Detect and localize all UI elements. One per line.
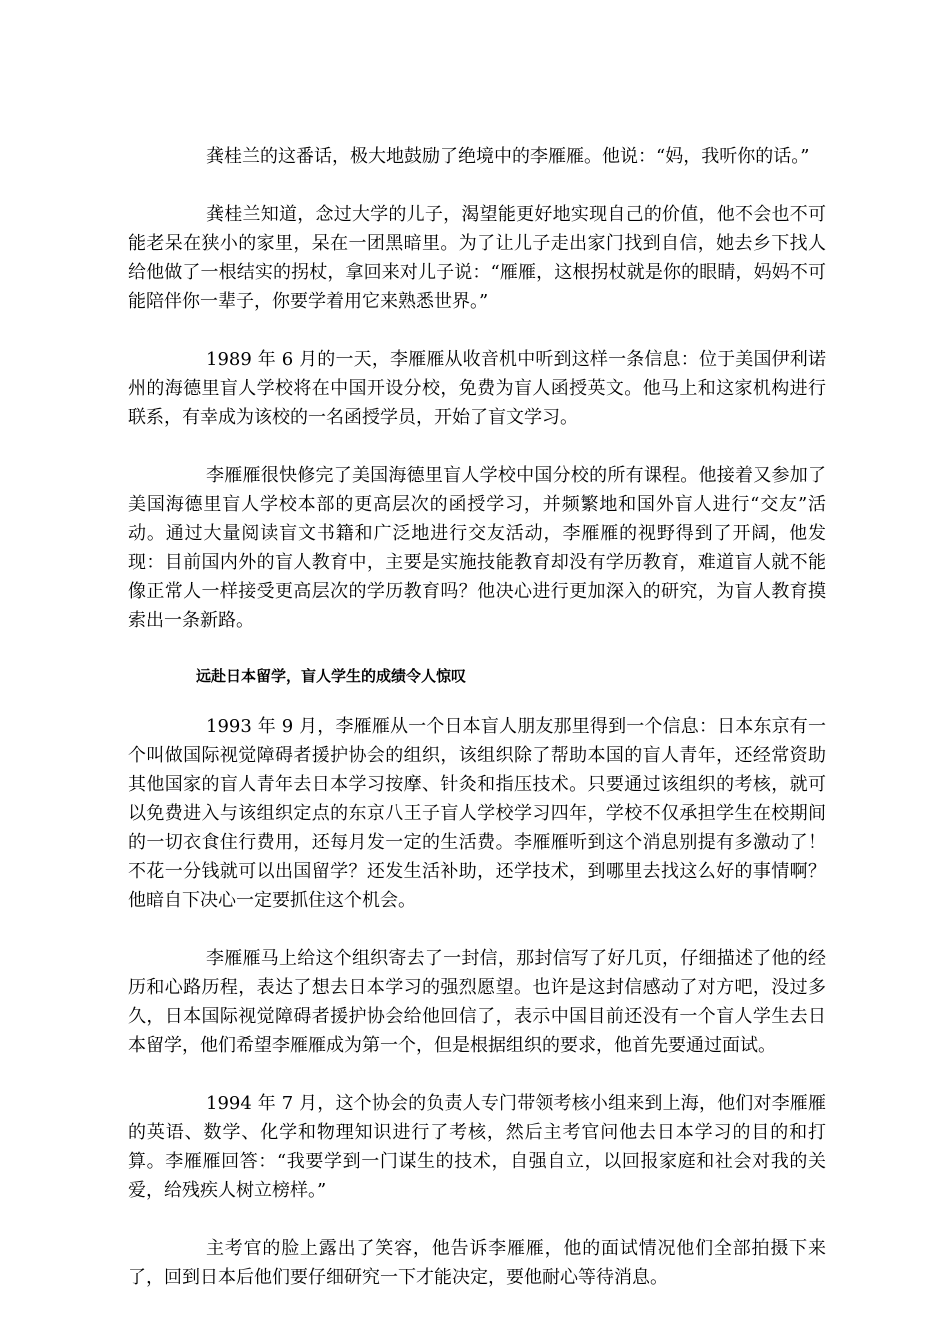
paragraph-5: 1993 年 9 月，李雁雁从一个日本盲人朋友那里得到一个信息：日本东京有一个叫做国际视觉障碍者援护协会的组织，该组织除了帮助本国的盲人青年，还经常资助其他国家的盲人青年去日本学习按摩、针灸和指压技术。只要通过该组织的考核，就可以免费进入与该组织定点的东京八王子盲人学校学习四年，学校不仅承担学生在校期间的一切衣食住行费用，还每月发一定的生活费。李雁雁听到这个消息别提有多激动了！不花一分钱就可以出国留学？还发生活补助，还学技术，到哪里去找这么好的事情啊？他暗自下决心一定要抓住这个机会。 bbox=[128, 716, 826, 911]
section-heading: 远赴日本留学，盲人学生的成绩令人惊叹 bbox=[196, 667, 467, 685]
paragraph-1: 龚桂兰的这番话，极大地鼓励了绝境中的李雁雁。他说：“妈，我听你的话。” bbox=[206, 146, 810, 167]
paragraph-6: 李雁雁马上给这个组织寄去了一封信，那封信写了好几页，仔细描述了他的经历和心路历程，表达了想去日本学习的强烈愿望。也许是这封信感动了对方吧，没过多久，日本国际视觉障碍者援护协会给他回信了，表示中国目前还没有一个盲人学生去日本留学，他们希望李雁雁成为第一个，但是根据组织的要求，他首先要通过面试。 bbox=[128, 948, 826, 1056]
paragraph-4: 李雁雁很快修完了美国海德里盲人学校中国分校的所有课程。他接着又参加了美国海德里盲人学校本部的更高层次的函授学习，并频繁地和国外盲人进行“交友”活动。通过大量阅读盲文书籍和广泛地进行交友活动，李雁雁的视野得到了开阔，他发现：目前国内外的盲人教育中，主要是实施技能教育却没有学历教育，难道盲人就不能像正常人一样接受更高层次的学历教育吗？他决心进行更加深入的研究，为盲人教育摸索出一条新路。 bbox=[128, 465, 826, 631]
paragraph-8: 主考官的脸上露出了笑容，他告诉李雁雁，他的面试情况他们全部拍摄下来了，回到日本后他们要仔细研究一下才能决定，要他耐心等待消息。 bbox=[128, 1238, 826, 1288]
article-body bbox=[128, 142, 826, 1321]
paragraph-3: 1989 年 6 月的一天，李雁雁从收音机中听到这样一条信息：位于美国伊利诺州的海德里盲人学校将在中国开设分校，免费为盲人函授英文。他马上和这家机构进行联系，有幸成为该校的一名函授学员，开始了盲文学习。 bbox=[128, 349, 826, 428]
paragraph-7: 1994 年 7 月，这个协会的负责人专门带领考核小组来到上海，他们对李雁雁的英语、数学、化学和物理知识进行了考核，然后主考官问他去日本学习的目的和打算。李雁雁回答：“我要学到一门谋生的技术，自强自立，以回报家庭和社会对我的关爱，给残疾人树立榜样。” bbox=[128, 1093, 826, 1201]
paragraph-2: 龚桂兰知道，念过大学的儿子，渴望能更好地实现自己的价值，他不会也不可能老呆在狭小的家里，呆在一团黑暗里。为了让儿子走出家门找到自信，她去乡下找人给他做了一根结实的拐杖，拿回来对儿子说：“雁雁，这根拐杖就是你的眼睛，妈妈不可能陪伴你一辈子，你要学着用它来熟悉世界。” bbox=[128, 204, 826, 312]
